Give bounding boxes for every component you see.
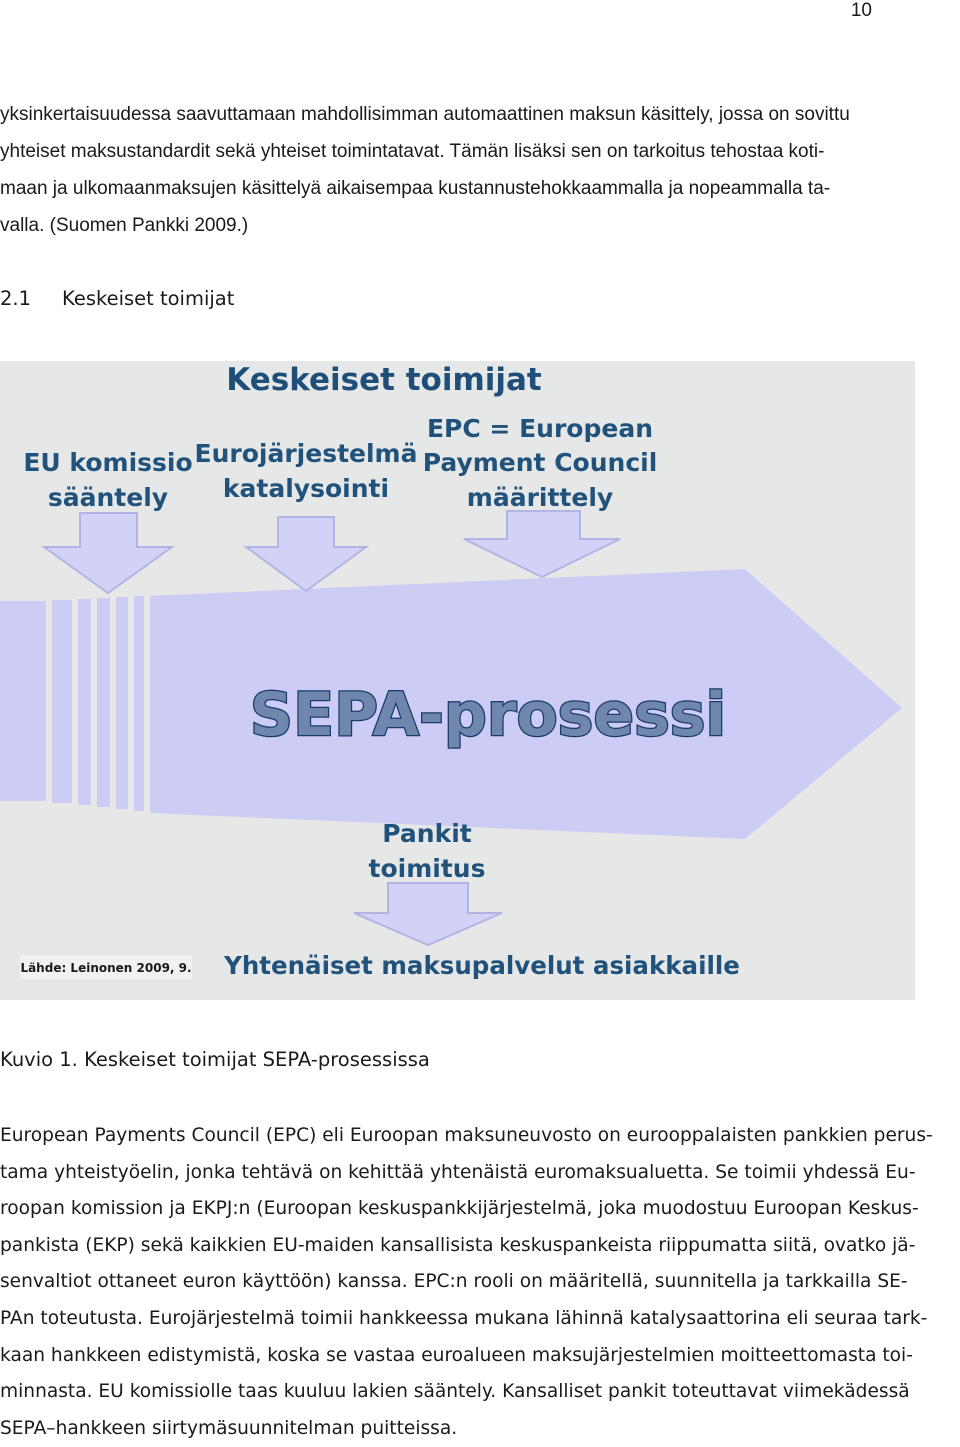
body-line: European Payments Council (EPC) eli Euroopan maksuneuvosto on eurooppalaisten pankkien perus-	[0, 1125, 933, 1146]
actor-eu-name: EU komissio	[23, 448, 193, 477]
actor-epc-role: määrittely	[466, 483, 614, 512]
actor-eurosystem-role: katalysointi	[222, 474, 390, 503]
actor-epc-name: EPC = European	[426, 414, 654, 443]
intro-line: yksinkertaisuudessa saavuttamaan mahdollisimman automaattinen maksun käsittely, jossa on sovittu	[0, 104, 850, 125]
body-line: roopan komission ja EKPJ:n (Euroopan keskuspankkijärjestelmä, joka muodostuu Euroopan Keskus-	[0, 1198, 919, 1220]
body-line: SEPA–hankkeen siirtymäsuunnitelman puitteissa.	[0, 1417, 458, 1439]
banks-role: toimitus	[368, 854, 486, 883]
figure-caption: Kuvio 1. Keskeiset toimijat SEPA-prosessissa	[0, 1048, 430, 1071]
intro-paragraph	[0, 96, 960, 244]
process-stripe	[97, 598, 110, 807]
section-title: Keskeiset toimijat	[62, 287, 235, 310]
section-number: 2.1	[0, 287, 32, 310]
figure-sepa-actors	[0, 361, 915, 1000]
intro-line: valla. (Suomen Pankki 2009.)	[0, 215, 249, 236]
page-number: 10	[850, 0, 872, 21]
figure-diagram	[0, 361, 915, 1000]
body-line: senvaltiot ottaneet euron käyttöön) kanssa. EPC:n rooli on määritellä, suunnitella ja tarkkailla SE-	[0, 1271, 908, 1293]
result-label: Yhtenäiset maksupalvelut asiakkaille	[224, 951, 740, 980]
process-stripe	[0, 601, 46, 801]
actor-eurosystem-name: Eurojärjestelmä	[194, 439, 418, 468]
sepa-process-label: SEPA-prosessi	[249, 680, 727, 750]
body-line: pankista (EKP) sekä kaikkien EU-maiden kansallisista keskuspankeista riippumatta siitä, ovatko jä-	[0, 1234, 916, 1256]
body-line: tama yhteistyöelin, jonka tehtävä on kehittää yhtenäistä euromaksualuetta. Se toimii yhdessä Eu-	[0, 1161, 916, 1183]
process-stripe	[52, 600, 72, 803]
body-line: kaan hankkeen edistymistä, koska se vastaa euroalueen maksujärjestelmien moitteettomasta toi-	[0, 1344, 913, 1366]
figure-title: Keskeiset toimijat	[226, 362, 542, 398]
body-paragraph	[0, 1118, 960, 1447]
process-stripe	[78, 599, 91, 805]
actor-eu-role: sääntely	[47, 483, 169, 512]
intro-line: maan ja ulkomaanmaksujen käsittelyä aikaisempaa kustannustehokkaammalla ja nopeammalla ta-	[0, 178, 831, 199]
body-line: PAn toteutusta. Eurojärjestelmä toimii hankkeessa mukana lähinnä katalysaattorina eli seuraa tark-	[0, 1307, 928, 1329]
actor-epc-subtitle: Payment Council	[422, 448, 658, 477]
process-stripe	[116, 597, 128, 809]
body-line: minnasta. EU komissiolle taas kuuluu lakien sääntely. Kansalliset pankit toteuttavat viimekädessä	[0, 1381, 910, 1403]
intro-line: yhteiset maksustandardit sekä yhteiset toimintatavat. Tämän lisäksi sen on tarkoitus tehostaa koti-	[0, 141, 825, 162]
process-stripe	[134, 596, 144, 811]
banks-name: Pankit	[382, 819, 472, 848]
section-heading	[0, 284, 234, 314]
source-note: Lähde: Leinonen 2009, 9.	[20, 961, 192, 975]
